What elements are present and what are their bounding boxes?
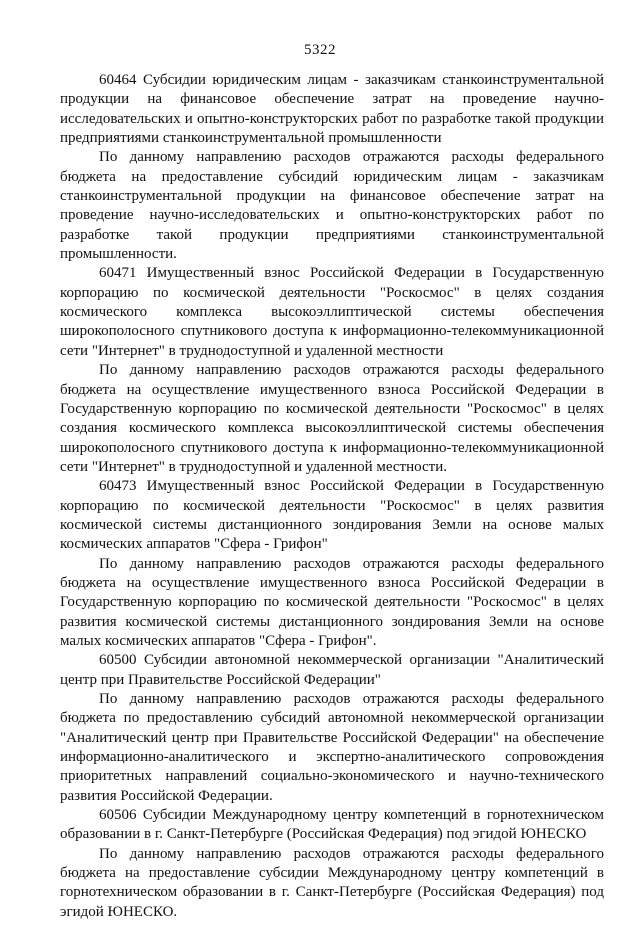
paragraph-60471-title: 60471 Имущественный взнос Российской Федерации в Государственную корпорацию по космической деятельности "Роскосмос" в целях создания космического комплекса высокоэллиптической системы обеспечения широкополосного спутникового доступа к информационно-телекоммуникационной сети "Интернет" в труднодоступной и удаленной местности [60, 265, 604, 359]
paragraph-60506-description: По данному направлению расходов отражаются расходы федерального бюджета на предоставление субсидии Международному центру компетенций в горнотехническом образовании в г. Санкт-Петербурге (Российская Федерация) под эгидой ЮНЕСКО. [60, 845, 604, 920]
paragraph-60473-title: 60473 Имущественный взнос Российской Федерации в Государственную корпорацию по космической деятельности "Роскосмос" в целях развития космической системы дистанционного зондирования Земли на основе малых космических аппаратов "Сфера - Грифон" [60, 478, 604, 553]
document-body [60, 71, 604, 922]
paragraph-60506-title: 60506 Субсидии Международному центру компетенций в горнотехническом образовании в г. Санкт-Петербурге (Российская Федерация) под эгидой ЮНЕСКО [60, 807, 604, 843]
paragraph-60500-title: 60500 Субсидии автономной некоммерческой организации "Аналитический центр при Правительстве Российской Федерации" [60, 652, 604, 688]
page-number: 5322 [304, 42, 336, 58]
paragraph-60464-title: 60464 Субсидии юридическим лицам - заказчикам станкоинструментальной продукции на финансовое обеспечение затрат на проведение научно-исследовательских и опытно-конструкторских работ по разработке такой продукции предприятиями станкоинструментальной промышленности [60, 72, 604, 147]
paragraph-60473-description: По данному направлению расходов отражаются расходы федерального бюджета на осуществление имущественного взноса Российской Федерации в Государственную корпорацию по космической деятельности "Роскосмос" в целях развития космической системы дистанционного зондирования Земли на основе малых космических аппаратов "Сфера - Грифон". [60, 555, 604, 649]
paragraph-60471-description: По данному направлению расходов отражаются расходы федерального бюджета на осуществление имущественного взноса Российской Федерации в Государственную корпорацию по космической деятельности "Роскосмос" в целях создания космического комплекса высокоэллиптической системы обеспечения широкополосного спутникового доступа к информационно-телекоммуникационной сети "Интернет" в труднодоступной и удаленной местности. [60, 362, 604, 475]
paragraph-60500-description: По данному направлению расходов отражаются расходы федерального бюджета по предоставлению субсидий автономной некоммерческой организации "Аналитический центр при Правительстве Российской Федерации" на обеспечение информационно-аналитического и экспертно-аналитического сопровождения приоритетных направлений социально-экономического и научно-технического развития Российской Федерации. [60, 691, 604, 804]
paragraph-60464-description: По данному направлению расходов отражаются расходы федерального бюджета на предоставление субсидий юридическим лицам - заказчикам станкоинструментальной продукции на финансовое обеспечение затрат на проведение научно-исследовательских и опытно-конструкторских работ по разработке такой продукции предприятиями станкоинструментальной промышленности. [60, 149, 604, 263]
